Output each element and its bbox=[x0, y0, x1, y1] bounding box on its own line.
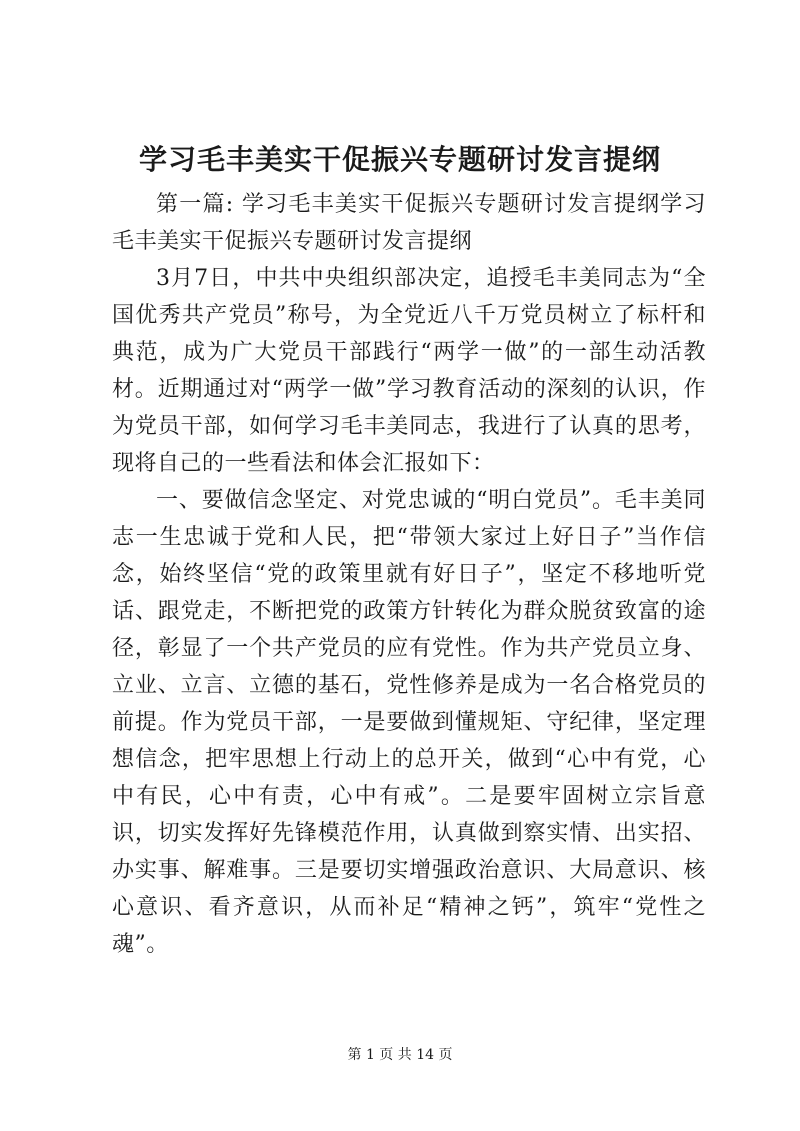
paragraph-intro: 3月7日，中共中央组织部决定，追授毛丰美同志为“全国优秀共产党员”称号，为全党近八千万党员树立了标杆和典范，成为广大党员干部践行“两学一做”的一部生动活教材。近期通过对“两学一做”学习教育活动的深刻的认识，作为党员干部，如何学习毛丰美同志，我进行了认真的思考，现将自己的一些看法和体会汇报如下： bbox=[112, 266, 706, 476]
document-title: 学习毛丰美实干促振兴专题研讨发言提纲 bbox=[138, 143, 661, 176]
paragraph-subtitle: 第一篇: 学习毛丰美实干促振兴专题研讨发言提纲学习毛丰美实干促振兴专题研讨发言提纲 bbox=[112, 192, 706, 254]
page-footer: 第 1 页 共 14 页 bbox=[347, 1047, 453, 1063]
paragraph-section-one: 一、要做信念坚定、对党忠诚的“明白党员”。毛丰美同志一生忠诚于党和人民，把“带领大家过上好日子”当作信念，始终坚信“党的政策里就有好日子”，坚定不移地听党话、跟党走，不断把党的政策方针转化为群众脱贫致富的途径，彰显了一个共产党员的应有党性。作为共产党员立身、立业、立言、立德的基石，党性修养是成为一名合格党员的前提。作为党员干部，一是要做到懂规矩、守纪律，坚定理想信念，把牢思想上行动上的总开关，做到“心中有党，心中有民，心中有责，心中有戒”。二是要牢固树立宗旨意识，切实发挥好先锋模范作用，认真做到察实情、出实招、办实事、解难事。三是要切实增强政治意识、大局意识、核心意识、看齐意识，从而补足“精神之钙”，筑牢“党性之魂”。 bbox=[112, 488, 706, 957]
document-body bbox=[112, 186, 706, 963]
